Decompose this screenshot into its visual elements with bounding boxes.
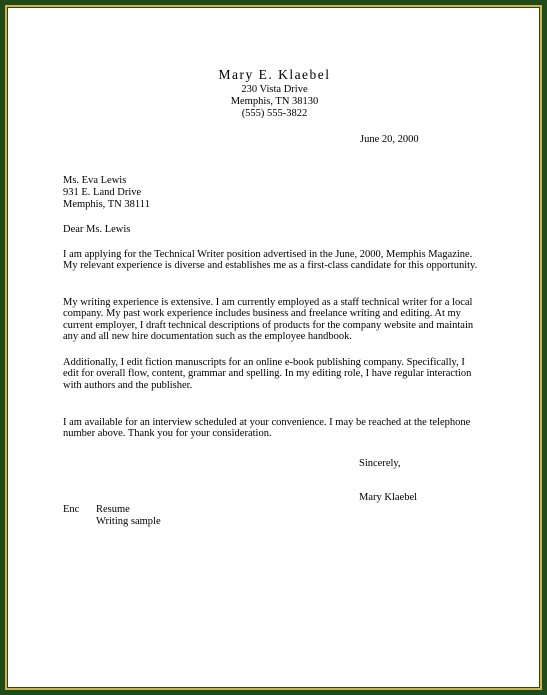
cover-letter bbox=[8, 8, 539, 687]
sender-street: 230 Vista Drive bbox=[241, 84, 308, 95]
sender-name: Mary E. Klaebel bbox=[218, 67, 331, 82]
enclosure-item-resume: Resume bbox=[96, 504, 130, 515]
recipient-city: Memphis, TN 38111 bbox=[63, 199, 150, 210]
enclosure-label: Enc bbox=[63, 504, 80, 515]
paragraph-editing: Additionally, I edit fiction manuscripts for an online e-book publishing company. Specifically, I edit for overall flow, content, grammar and spelling. In my editing role, I have regular interaction with authors and the publisher. bbox=[63, 357, 472, 391]
recipient-name: Ms. Eva Lewis bbox=[63, 175, 127, 186]
letter-date: June 20, 2000 bbox=[360, 134, 419, 145]
enclosure-item-writing-sample: Writing sample bbox=[96, 516, 161, 527]
closing: Sincerely, bbox=[359, 458, 401, 469]
letter-page bbox=[7, 7, 540, 688]
paragraph-experience: My writing experience is extensive. I am currently employed as a staff technical writer for a local company. My past work experience includes business and freelance writing and editing. At my current employer, I draft technical descriptions of products for the company website and maintain any and all new hire documentation such as the employee handbook. bbox=[63, 297, 474, 343]
paragraph-intro: I am applying for the Technical Writer position advertised in the June, 2000, Memphis Magazine. My relevant experience is diverse and establishes me as a first-class candidate for this opportunity. bbox=[63, 249, 478, 272]
sender-phone: (555) 555-3822 bbox=[241, 108, 308, 119]
salutation: Dear Ms. Lewis bbox=[63, 224, 131, 235]
sender-city: Memphis, TN 38130 bbox=[230, 96, 319, 107]
recipient-street: 931 E. Land Drive bbox=[63, 187, 142, 198]
paragraph-availability: I am available for an interview scheduled at your convenience. I may be reached at the telephone number above. Thank you for your consideration. bbox=[63, 417, 471, 440]
signature-name: Mary Klaebel bbox=[359, 492, 418, 503]
